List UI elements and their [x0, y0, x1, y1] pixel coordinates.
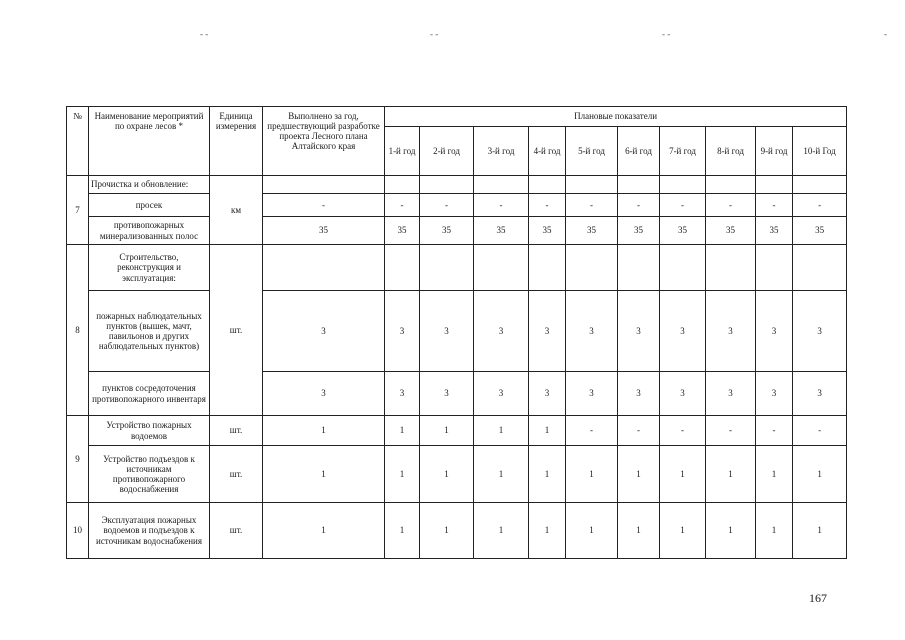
year-value: 1 — [566, 503, 618, 559]
year-value: - — [756, 416, 793, 446]
table-row — [67, 372, 847, 416]
year-value: 3 — [756, 372, 793, 416]
year-value: 1 — [529, 416, 566, 446]
row-title: Строительство, реконструкция и эксплуатация: — [89, 245, 210, 291]
row-number: 10 — [67, 503, 89, 559]
year-value: 1 — [385, 503, 420, 559]
year-value: 3 — [793, 372, 847, 416]
table-row — [67, 217, 847, 245]
year-value: 1 — [474, 416, 529, 446]
header-year: 2-й год — [420, 127, 474, 176]
year-value: 1 — [660, 503, 706, 559]
header-unit: Единица измерения — [210, 107, 263, 176]
year-value: 1 — [706, 446, 756, 503]
year-value: 3 — [529, 291, 566, 372]
year-value: 1 — [793, 446, 847, 503]
header-plan: Плановые показатели — [385, 107, 847, 127]
year-value: 1 — [793, 503, 847, 559]
year-value: 1 — [756, 446, 793, 503]
year-value: 1 — [474, 503, 529, 559]
year-value: 1 — [618, 446, 660, 503]
header-year: 9-й год — [756, 127, 793, 176]
header-num: № — [67, 107, 89, 176]
year-value: - — [756, 194, 793, 217]
year-value: 1 — [756, 503, 793, 559]
year-value: 1 — [474, 446, 529, 503]
year-value: - — [385, 194, 420, 217]
year-value: 3 — [793, 291, 847, 372]
year-value: 35 — [793, 217, 847, 245]
year-value: 1 — [385, 416, 420, 446]
header-year: 8-й год — [706, 127, 756, 176]
year-value: 3 — [618, 372, 660, 416]
year-value: 1 — [420, 446, 474, 503]
year-value: 3 — [618, 291, 660, 372]
year-value: 3 — [566, 291, 618, 372]
year-value: 3 — [474, 291, 529, 372]
year-value: 1 — [566, 446, 618, 503]
row-label: противопожарных минерализованных полос — [89, 217, 210, 245]
header-year: 7-й год — [660, 127, 706, 176]
year-value: - — [420, 194, 474, 217]
row-unit: шт. — [210, 416, 263, 446]
row-number: 9 — [67, 416, 89, 503]
table-row — [67, 503, 847, 559]
scan-speck: - - — [200, 29, 209, 39]
table-row — [67, 194, 847, 217]
row-number: 8 — [67, 245, 89, 416]
year-value: 3 — [385, 291, 420, 372]
header-done: Выполнено за год, предшествующий разработке проекта Лесного плана Алтайского края — [263, 107, 385, 176]
row-unit: шт. — [210, 245, 263, 416]
year-value: 35 — [420, 217, 474, 245]
year-value: - — [529, 194, 566, 217]
year-value: 1 — [660, 446, 706, 503]
year-value: - — [566, 194, 618, 217]
year-value: 3 — [420, 291, 474, 372]
year-value: 3 — [706, 372, 756, 416]
year-value: - — [706, 416, 756, 446]
row-done: - — [263, 194, 385, 217]
year-value: - — [660, 416, 706, 446]
header-name: Наименование мероприятий по охране лесов * — [89, 107, 210, 176]
table-row — [67, 245, 847, 291]
year-value: 3 — [529, 372, 566, 416]
year-value: 3 — [706, 291, 756, 372]
row-number: 7 — [67, 176, 89, 245]
year-value: - — [618, 416, 660, 446]
year-value: 3 — [660, 291, 706, 372]
year-value: 1 — [706, 503, 756, 559]
year-value: - — [474, 194, 529, 217]
year-value: 35 — [566, 217, 618, 245]
year-value: 35 — [660, 217, 706, 245]
year-value: 1 — [420, 503, 474, 559]
page-number: 167 — [809, 591, 827, 605]
year-value: 3 — [566, 372, 618, 416]
header-year: 10-й Год — [793, 127, 847, 176]
year-value: 35 — [756, 217, 793, 245]
scan-speck: - — [884, 29, 887, 39]
row-unit: шт. — [210, 503, 263, 559]
row-title: Прочистка и обновление: — [89, 176, 210, 194]
table-row — [67, 416, 847, 446]
header-year: 5-й год — [566, 127, 618, 176]
row-done: 1 — [263, 503, 385, 559]
scan-speck: - - — [662, 29, 671, 39]
year-value: 3 — [660, 372, 706, 416]
header-year: 4-й год — [529, 127, 566, 176]
year-value: 1 — [385, 446, 420, 503]
row-label: пожарных наблюдательных пунктов (вышек, мачт, павильонов и других наблюдательных пунктов) — [89, 291, 210, 372]
row-label: Устройство пожарных водоемов — [89, 416, 210, 446]
year-value: 1 — [529, 503, 566, 559]
year-value: 3 — [756, 291, 793, 372]
row-unit: шт. — [210, 446, 263, 503]
header-row — [67, 107, 847, 127]
year-value: - — [618, 194, 660, 217]
row-done: 1 — [263, 416, 385, 446]
year-value: 3 — [420, 372, 474, 416]
year-value: - — [566, 416, 618, 446]
year-value: 1 — [618, 503, 660, 559]
year-value: 1 — [420, 416, 474, 446]
year-value: 1 — [529, 446, 566, 503]
year-value: 3 — [385, 372, 420, 416]
year-value: 3 — [474, 372, 529, 416]
year-value: 35 — [474, 217, 529, 245]
forest-protection-table — [66, 106, 847, 559]
year-value: - — [793, 194, 847, 217]
table-row — [67, 176, 847, 194]
row-unit: км — [210, 176, 263, 245]
year-value: 35 — [706, 217, 756, 245]
row-label: Эксплуатация пожарных водоемов и подъездов к источникам водоснабжения — [89, 503, 210, 559]
row-done: 35 — [263, 217, 385, 245]
header-year: 1-й год — [385, 127, 420, 176]
row-done: 1 — [263, 446, 385, 503]
year-value: 35 — [385, 217, 420, 245]
header-year: 6-й год — [618, 127, 660, 176]
row-label: просек — [89, 194, 210, 217]
year-value: 35 — [529, 217, 566, 245]
year-value: - — [706, 194, 756, 217]
year-value: - — [793, 416, 847, 446]
header-year: 3-й год — [474, 127, 529, 176]
row-label: Устройство подъездов к источникам противопожарного водоснабжения — [89, 446, 210, 503]
row-done: 3 — [263, 291, 385, 372]
row-done: 3 — [263, 372, 385, 416]
year-value: 35 — [618, 217, 660, 245]
row-label: пунктов сосредоточения противопожарного инвентаря — [89, 372, 210, 416]
table-row — [67, 446, 847, 503]
table-row — [67, 291, 847, 372]
scan-speck: - - — [430, 29, 439, 39]
year-value: - — [660, 194, 706, 217]
